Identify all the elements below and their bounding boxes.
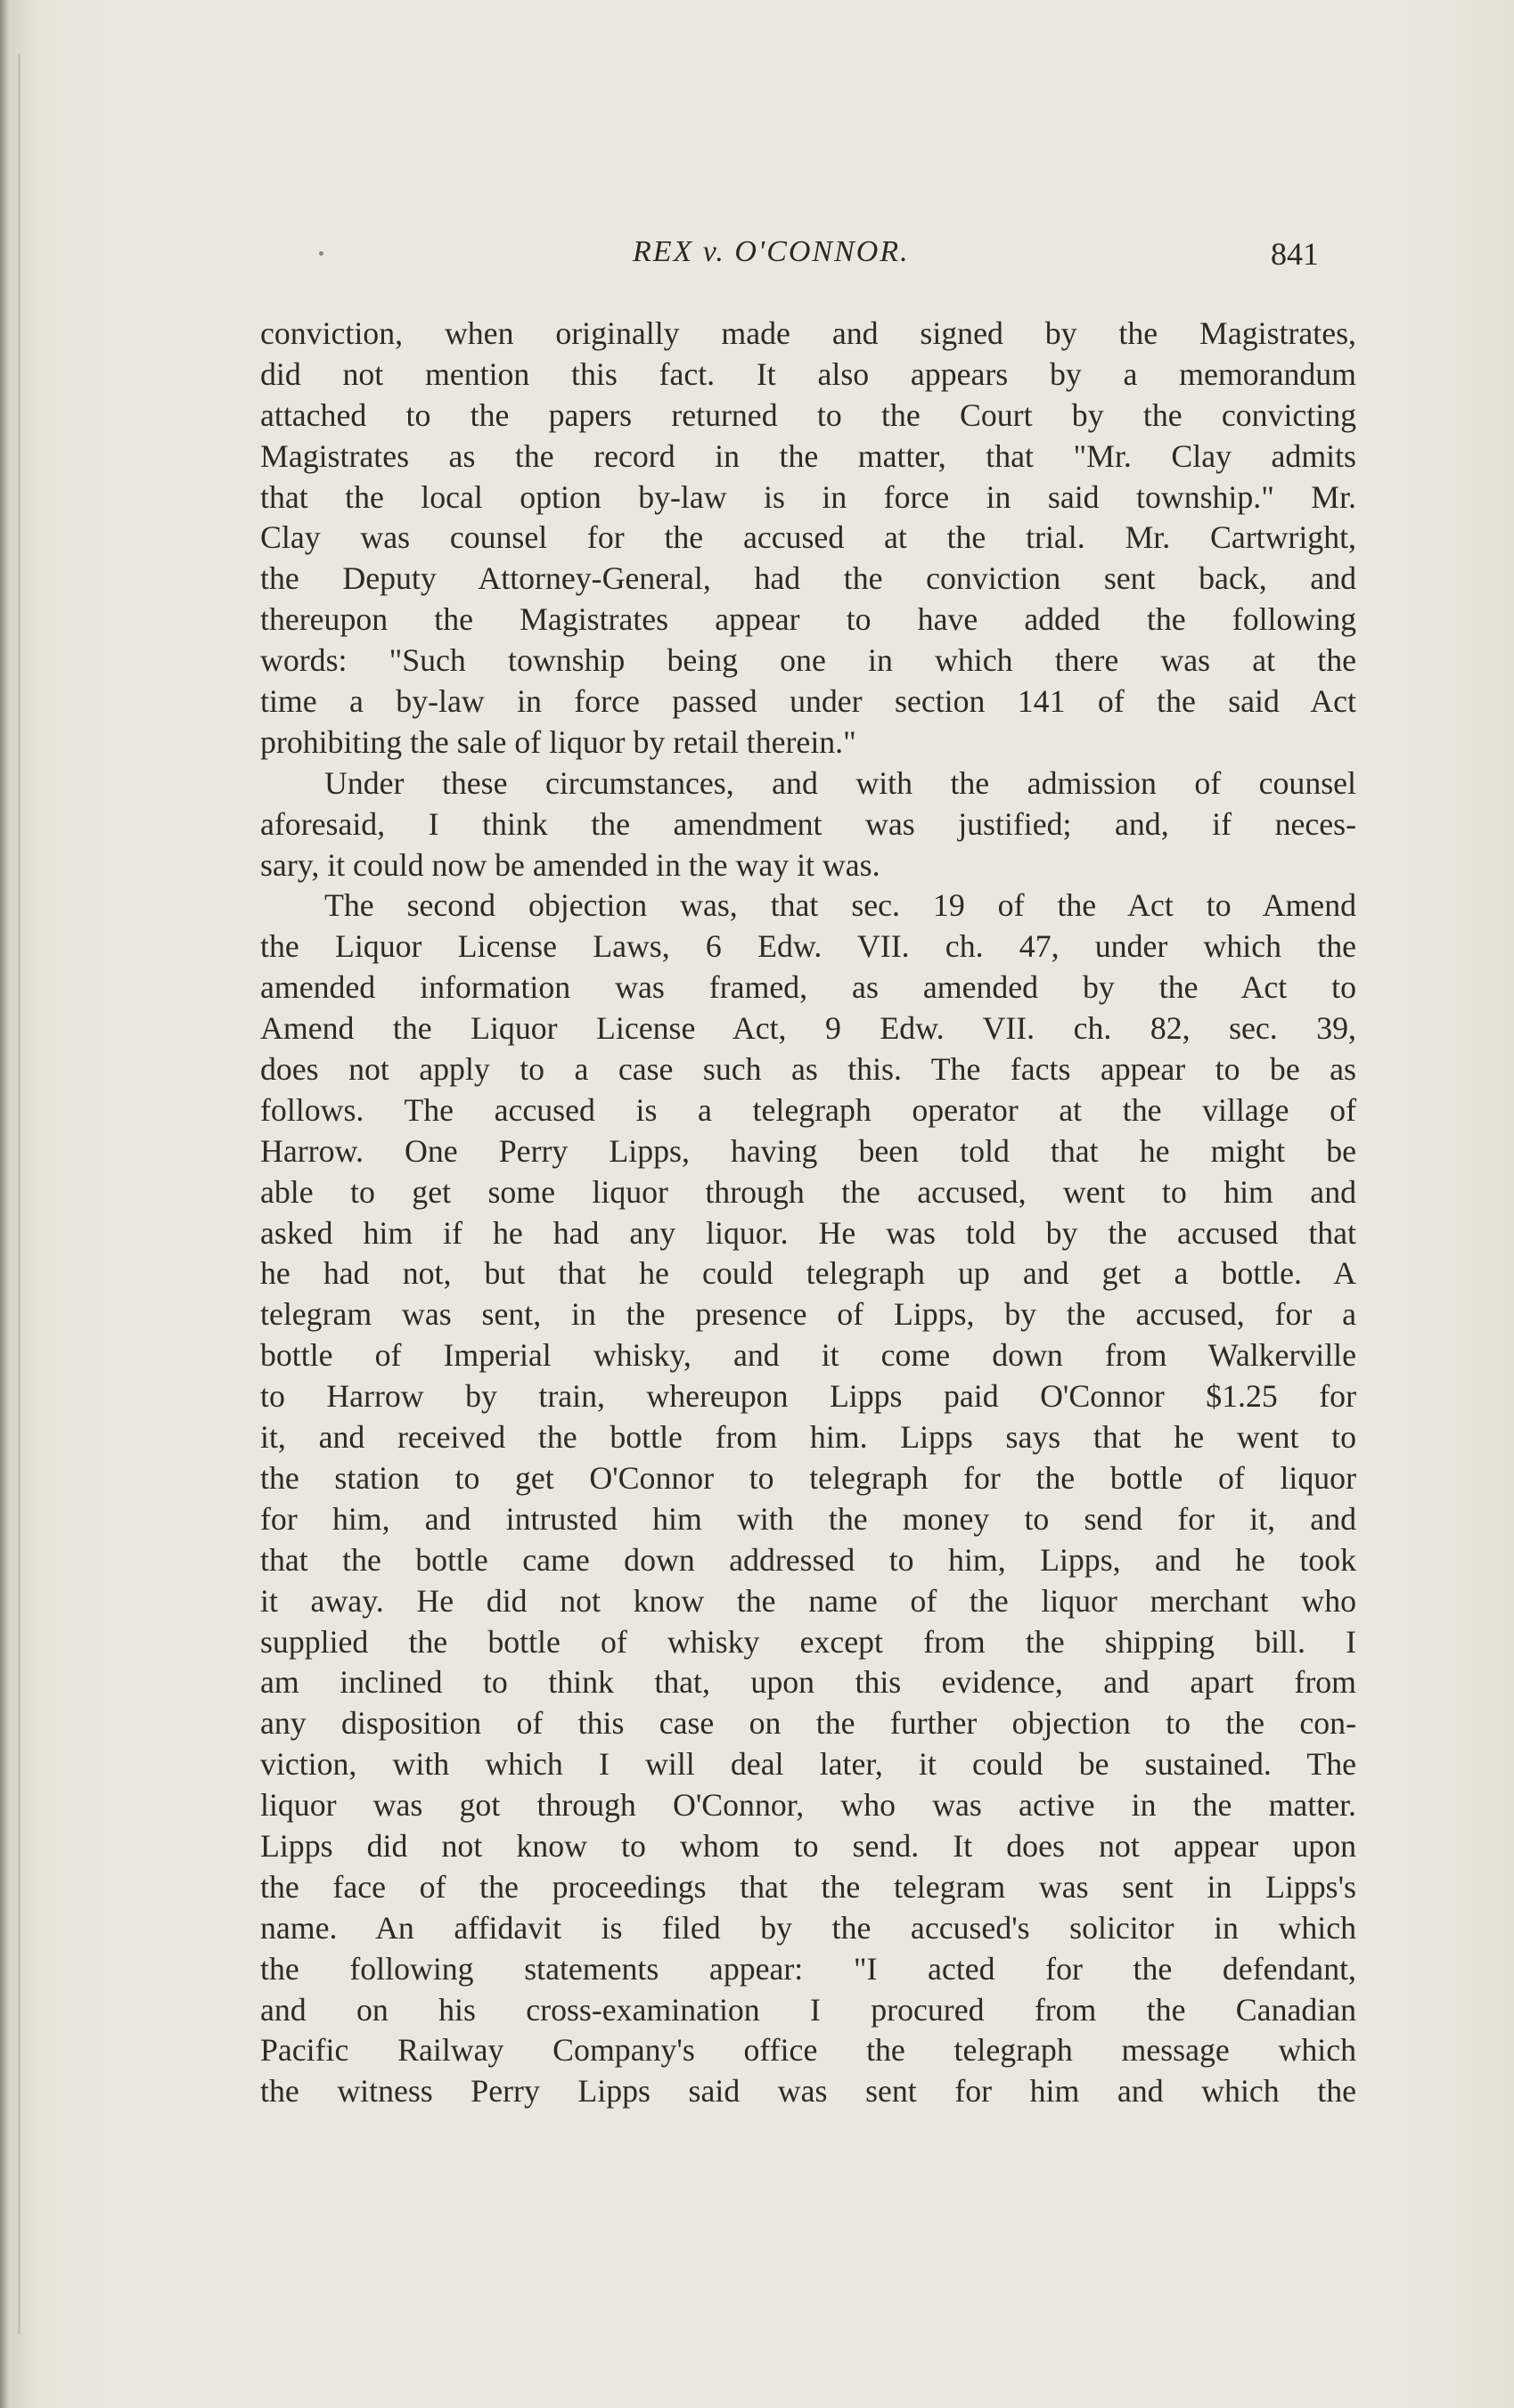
text-line: telegram was sent, in the presence of Lipps, by the accused, for a bbox=[260, 1296, 1356, 1333]
text-line: to Harrow by train, whereupon Lipps paid O'Connor $1.25 for bbox=[260, 1378, 1356, 1415]
text-line: it, and received the bottle from him. Lipps says that he went to bbox=[260, 1419, 1356, 1456]
text-line: time a by-law in force passed under section 141 of the said Act bbox=[260, 683, 1356, 720]
text-line: that the local option by-law is in force in said township." Mr. bbox=[260, 478, 1356, 515]
page-header bbox=[258, 224, 1319, 278]
text-line: amended information was framed, as amended by the Act to bbox=[260, 969, 1356, 1006]
running-head: REX v. O'CONNOR. bbox=[633, 235, 910, 268]
text-line: conviction, when originally made and signed by the Magistrates, bbox=[260, 315, 1356, 351]
binding-edge bbox=[0, 0, 9, 2408]
text-line: asked him if he had any liquor. He was told by the accused that bbox=[260, 1214, 1356, 1251]
text-line: Clay was counsel for the accused at the trial. Mr. Cartwright, bbox=[260, 519, 1356, 556]
text-line: able to get some liquor through the accused, went to him and bbox=[260, 1173, 1356, 1210]
text-line: the station to get O'Connor to telegraph for the bottle of liquor bbox=[260, 1459, 1356, 1496]
text-line: The second objection was, that sec. 19 of the Act to Amend bbox=[324, 887, 1356, 924]
text-line: Harrow. One Perry Lipps, having been told that he might be bbox=[260, 1132, 1356, 1169]
text-line: any disposition of this case on the further objection to the con- bbox=[260, 1705, 1356, 1742]
ink-speck bbox=[319, 251, 323, 256]
text-line: words: "Such township being one in which there was at the bbox=[260, 642, 1356, 679]
page-number: 841 bbox=[1271, 236, 1319, 272]
text-line: am inclined to think that, upon this evidence, and apart from bbox=[260, 1664, 1356, 1701]
text-line: the Deputy Attorney-General, had the conviction sent back, and bbox=[260, 560, 1356, 597]
text-line: the face of the proceedings that the telegram was sent in Lipps's bbox=[260, 1868, 1356, 1905]
text-line: thereupon the Magistrates appear to have added the following bbox=[260, 601, 1356, 638]
text-line: Amend the Liquor License Act, 9 Edw. VII. ch. 82, sec. 39, bbox=[260, 1010, 1356, 1047]
text-line: sary, it could now be amended in the way it was. bbox=[260, 846, 880, 883]
body-text bbox=[260, 314, 1356, 2112]
text-line: does not apply to a case such as this. The facts appear to be as bbox=[260, 1051, 1356, 1088]
text-line: the witness Perry Lipps said was sent for him and which the bbox=[260, 2073, 1356, 2110]
text-line: attached to the papers returned to the Court by the convicting bbox=[260, 396, 1356, 433]
text-line: he had not, but that he could telegraph up and get a bottle. A bbox=[260, 1255, 1356, 1292]
text-line: did not mention this fact. It also appears by a memorandum bbox=[260, 355, 1356, 392]
text-line: name. An affidavit is filed by the accused's solicitor in which bbox=[260, 1909, 1356, 1946]
text-line: prohibiting the sale of liquor by retail therein." bbox=[260, 723, 856, 760]
text-line: Lipps did not know to whom to send. It does not appear upon bbox=[260, 1827, 1356, 1864]
text-line: Pacific Railway Company's office the telegraph message which bbox=[260, 2032, 1356, 2069]
text-line: the Liquor License Laws, 6 Edw. VII. ch. 47, under which the bbox=[260, 928, 1356, 965]
text-line: for him, and intrusted him with the money to send for it, and bbox=[260, 1500, 1356, 1537]
text-line: bottle of Imperial whisky, and it come down from Walkerville bbox=[260, 1337, 1356, 1374]
text-line: viction, with which I will deal later, it could be sustained. The bbox=[260, 1746, 1356, 1783]
text-line: liquor was got through O'Connor, who was active in the matter. bbox=[260, 1787, 1356, 1824]
text-line: Under these circumstances, and with the admission of counsel bbox=[324, 764, 1356, 801]
text-line: supplied the bottle of whisky except from the shipping bill. I bbox=[260, 1623, 1356, 1660]
text-line: Magistrates as the record in the matter, that "Mr. Clay admits bbox=[260, 437, 1356, 474]
text-line: aforesaid, I think the amendment was justified; and, if neces- bbox=[260, 805, 1356, 842]
text-line: that the bottle came down addressed to him, Lipps, and he took bbox=[260, 1541, 1356, 1578]
text-line: follows. The accused is a telegraph operator at the village of bbox=[260, 1091, 1356, 1128]
text-line: the following statements appear: "I acted for the defendant, bbox=[260, 1950, 1356, 1987]
binding-shadow-line bbox=[18, 53, 20, 2334]
text-line: and on his cross-examination I procured from the Canadian bbox=[260, 1991, 1356, 2028]
text-line: it away. He did not know the name of the liquor merchant who bbox=[260, 1582, 1356, 1619]
